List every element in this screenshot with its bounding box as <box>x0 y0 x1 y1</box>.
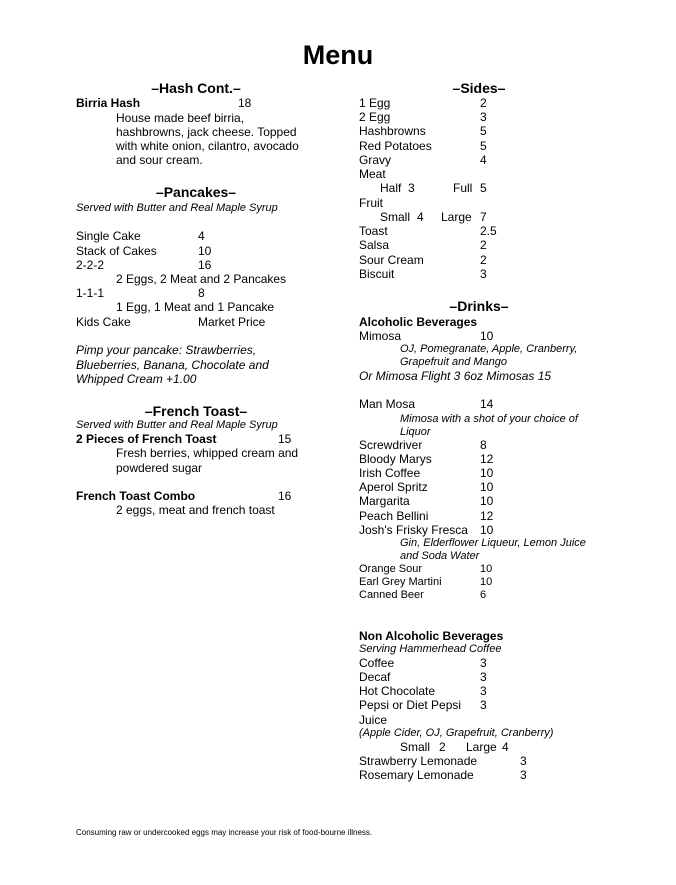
drink-price: 10 <box>480 494 494 508</box>
side-meat-name: Meat <box>359 167 386 181</box>
side-item-price: 5 <box>480 139 487 153</box>
pancakes-heading: –Pancakes– <box>155 184 237 200</box>
drink-name: Orange Sour <box>359 563 422 575</box>
side-item-name: Red Potatoes <box>359 139 432 153</box>
alcoholic-heading: Alcoholic Beverages <box>359 315 478 329</box>
manmosa-desc: Liquor <box>400 426 431 438</box>
lemonade-price: 3 <box>520 754 527 768</box>
french-combo-name: French Toast Combo <box>76 489 196 503</box>
mimosa-name: Mimosa <box>359 329 402 343</box>
drink-price: 10 <box>480 480 494 494</box>
mimosa-desc: Grapefruit and Mango <box>400 356 508 368</box>
fresca-desc: and Soda Water <box>400 550 480 562</box>
side-meat-half-price: 3 <box>408 181 415 195</box>
side-fruit-small: Small <box>380 210 411 224</box>
non-drink-price: 3 <box>480 670 487 684</box>
one-one-one-name: 1-1-1 <box>76 286 105 300</box>
french-pieces-name: 2 Pieces of French Toast <box>76 432 217 446</box>
mimosa-price: 10 <box>480 329 494 343</box>
drink-name: Josh's Frisky Fresca <box>359 523 468 537</box>
side-item-price: 5 <box>480 124 487 138</box>
side-fruit-large-price: 7 <box>480 210 487 224</box>
birria-desc-line: House made beef birria, <box>116 111 245 125</box>
non-drink-price: 3 <box>480 698 487 712</box>
non-drink-price: 3 <box>480 684 487 698</box>
side-item-name: 2 Egg <box>359 110 391 124</box>
non-alcoholic-note: Serving Hammerhead Coffee <box>359 643 502 655</box>
juice-small-price: 2 <box>439 740 446 754</box>
non-drink-price: 3 <box>480 656 487 670</box>
non-alcoholic-heading: Non Alcoholic Beverages <box>359 629 504 643</box>
french-toast-note: Served with Butter and Real Maple Syrup <box>76 419 278 431</box>
non-drink-name: Decaf <box>359 670 391 684</box>
juice-desc: (Apple Cider, OJ, Grapefruit, Cranberry) <box>359 727 554 739</box>
mimosa-desc: OJ, Pomegranate, Apple, Cranberry, <box>400 343 578 355</box>
drink-name: Earl Grey Martini <box>359 576 442 588</box>
french-pieces-desc: Fresh berries, whipped cream and <box>116 446 299 460</box>
birria-hash-name: Birria Hash <box>76 96 141 110</box>
drink-name: Bloody Marys <box>359 452 432 466</box>
two-two-two-price: 16 <box>198 258 212 272</box>
drink-price: 10 <box>480 523 494 537</box>
drink-name: Irish Coffee <box>359 466 421 480</box>
birria-desc-line: with white onion, cilantro, avocado <box>116 139 299 153</box>
birria-hash-price: 18 <box>238 96 252 110</box>
french-combo-desc: 2 eggs, meat and french toast <box>116 503 275 517</box>
page-title: Menu <box>302 40 374 70</box>
drink-price: 10 <box>480 576 493 588</box>
drink-name: Aperol Spritz <box>359 480 428 494</box>
juice-large: Large <box>466 740 497 754</box>
stack-cakes-name: Stack of Cakes <box>76 244 157 258</box>
side-item-price: 2.5 <box>480 224 497 238</box>
two-two-two-name: 2-2-2 <box>76 258 105 272</box>
manmosa-price: 14 <box>480 397 494 411</box>
food-safety-footer: Consuming raw or undercooked eggs may increase your risk of food-bourne illness. <box>76 828 373 837</box>
sides-heading: –Sides– <box>452 80 506 96</box>
side-item-name: Salsa <box>359 238 390 252</box>
pimp-line: Pimp your pancake: Strawberries, <box>76 343 257 357</box>
kids-cake-name: Kids Cake <box>76 315 131 329</box>
side-item-price: 2 <box>480 96 487 110</box>
side-item-name: Hashbrowns <box>359 124 426 138</box>
side-fruit-name: Fruit <box>359 196 383 210</box>
side-item-name: Sour Cream <box>359 253 424 267</box>
one-one-one-desc: 1 Egg, 1 Meat and 1 Pancake <box>116 300 275 314</box>
french-pieces-price: 15 <box>278 432 292 446</box>
kids-cake-price: Market Price <box>198 315 266 329</box>
side-item-price: 3 <box>480 267 487 281</box>
drink-name: Canned Beer <box>359 589 424 601</box>
side-item-name: Toast <box>359 224 388 238</box>
lemonade-price: 3 <box>520 768 527 782</box>
drink-price: 12 <box>480 452 494 466</box>
non-drink-name: Pepsi or Diet Pepsi <box>359 698 462 712</box>
french-pieces-desc: powdered sugar <box>116 461 203 475</box>
side-item-name: 1 Egg <box>359 96 391 110</box>
side-meat-full: Full <box>453 181 473 195</box>
side-fruit-small-price: 4 <box>417 210 424 224</box>
side-item-name: Biscuit <box>359 267 395 281</box>
single-cake-name: Single Cake <box>76 229 141 243</box>
birria-desc-line: and sour cream. <box>116 153 203 167</box>
manmosa-desc: Mimosa with a shot of your choice of <box>400 413 578 425</box>
juice-small: Small <box>400 740 431 754</box>
french-toast-heading: –French Toast– <box>144 403 248 419</box>
lemonade-name: Strawberry Lemonade <box>359 754 478 768</box>
juice-large-price: 4 <box>502 740 509 754</box>
mimosa-flight: Or Mimosa Flight 3 6oz Mimosas 15 <box>359 369 552 383</box>
drink-name: Peach Bellini <box>359 509 429 523</box>
juice-name: Juice <box>359 713 388 727</box>
pimp-line: Whipped Cream +1.00 <box>76 372 197 386</box>
drink-name: Screwdriver <box>359 438 423 452</box>
lemonade-name: Rosemary Lemonade <box>359 768 474 782</box>
fresca-desc: Gin, Elderflower Liqueur, Lemon Juice <box>400 537 586 549</box>
birria-desc-line: hashbrowns, jack cheese. Topped <box>116 125 297 139</box>
non-drink-name: Coffee <box>359 656 395 670</box>
non-drink-name: Hot Chocolate <box>359 684 436 698</box>
drink-price: 12 <box>480 509 494 523</box>
hash-heading: –Hash Cont.– <box>151 80 241 96</box>
pimp-line: Blueberries, Banana, Chocolate and <box>76 358 269 372</box>
single-cake-price: 4 <box>198 229 205 243</box>
side-item-price: 2 <box>480 238 487 252</box>
one-one-one-price: 8 <box>198 286 205 300</box>
drink-price: 8 <box>480 438 487 452</box>
side-item-price: 4 <box>480 153 487 167</box>
side-item-price: 2 <box>480 253 487 267</box>
drink-name: Margarita <box>359 494 410 508</box>
drink-price: 6 <box>480 589 487 601</box>
side-meat-half: Half <box>380 181 402 195</box>
pancakes-note: Served with Butter and Real Maple Syrup <box>76 202 278 214</box>
drink-price: 10 <box>480 466 494 480</box>
manmosa-name: Man Mosa <box>359 397 416 411</box>
side-fruit-large: Large <box>441 210 472 224</box>
side-item-name: Gravy <box>359 153 392 167</box>
stack-cakes-price: 10 <box>198 244 212 258</box>
drinks-heading: –Drinks– <box>449 298 509 314</box>
side-item-price: 3 <box>480 110 487 124</box>
two-two-two-desc: 2 Eggs, 2 Meat and 2 Pancakes <box>116 272 287 286</box>
drink-price: 10 <box>480 563 493 575</box>
side-meat-full-price: 5 <box>480 181 487 195</box>
french-combo-price: 16 <box>278 489 292 503</box>
